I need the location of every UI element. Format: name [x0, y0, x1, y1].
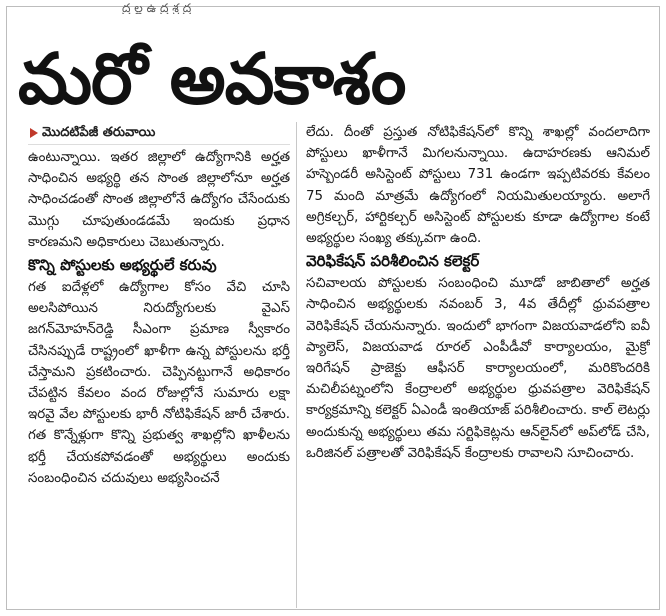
left-paragraph-1: ఉంటున్నాయి. ఇతర జిల్లాలో ఉద్యోగానికి అర్హత సాధించిన అభ్యర్థి తన సొంత జిల్లాలోనూ అర్హత సాధించడంతో సొంత జిల్లాలోనే ఉద్యోగం చేసేందుకు మొగ్గు చూపుతుండడమే ఇందుకు ప్రధాన కారణమని అధికారులు చెబుతున్నారు.	[28, 150, 290, 250]
left-subheading: కొన్ని పోస్టులకు అభ్యర్థులే కరువు	[28, 256, 217, 275]
right-column	[306, 122, 650, 608]
headline: మరో అవకాశం	[18, 38, 406, 120]
right-paragraph-1: లేదు. దీంతో ప్రస్తుత నోటిఫికేషన్‌లో కొన్ని శాఖల్లో వందలాదిగా పోస్టులు ఖాళీగానే మిగలనున్నాయి. ఉదాహరణకు ఆనిమల్‌ హస్బెండరీ అసిస్టెంట్‌ పోస్టులు 731 ఉండగా ఇప్పటివరకు కేవలం 75 మంది మాత్రమే ఉద్యోగంలో నియమితులయ్యారు. అలాగే అగ్రికల్చర్‌, హార్టికల్చర్‌ అసిస్టెంట్‌ పోస్టులకు కూడా ఉద్యోగాల కంటే అభ్యర్థుల సంఖ్య తక్కువగా ఉంది.	[306, 125, 650, 247]
right-paragraph-2: సచివాలయ పోస్టులకు సంబంధించి మూడో జాబితాలో అర్హత సాధించిన అభ్యర్థులకు నవంబర్‌ 3, 4వ తేదీల్లో ధ్రువపత్రాల వెరిఫికేషన్‌ చేయనున్నారు. ఇందులో భాగంగా విజయవాడలోని ఐవీ ప్యాలెస్‌, విజయవాడ రూరల్‌ ఎంపీడీవో కార్యాలయం, మైక్రో ఇరిగేషన్‌ ప్రాజెక్టు ఆఫీసర్‌ కార్యాలయంలో, మరికొందరికి మచిలీపట్నంలోని కేంద్రాలలో అభ్యర్థుల ధ్రువపత్రాల వెరిఫికేషన్‌ కార్యక్రమాన్ని కలెక్టర్‌ ఏఎండీ ఇంతియాజ్‌ పరిశీలించారు. కాల్‌ లెటర్లు అందుకున్న అభ్యర్థులు తమ సర్టిఫికెట్లను ఆన్‌లైన్‌లో అప్‌లోడ్‌ చేసి, ఒరిజినల్‌ పత్రాలతో వెరిఫికేషన్‌ కేంద్రాలకు రావాలని సూచించారు.	[306, 276, 650, 461]
cut-off-previous-line: ద్ర ల్ల ఉ ద్ర శ్ర ద్ర	[122, 2, 192, 14]
right-subheading: వెరిఫికేషన్‌ పరిశీలించిన కలెక్టర్‌	[306, 252, 480, 271]
continued-from-front-page-label: మొదటిపేజీ తరువాయి	[28, 122, 290, 145]
left-column	[28, 122, 290, 608]
left-paragraph-2: గత ఐదేళ్లలో ఉద్యోగాల కోసం వేచి చూసి అలసిపోయిన నిరుద్యోగులకు వైఎస్‌ జగన్‌మోహన్‌రెడ్డి సీఎంగా ప్రమాణ స్వీకారం చేసినప్పుడే రాష్ట్రంలో ఖాళీగా ఉన్న పోస్టులను భర్తీ చేస్తామని ప్రకటించారు. చెప్పినట్టుగానే అధికారం చేపట్టిన కేవలం వంద రోజుల్లోనే సుమారు లక్షా ఇరవై వేల పోస్టులకు భారీ నోటిఫికేషన్‌ జారీ చేశారు. గత కొన్నేళ్లుగా కొన్ని ప్రభుత్వ శాఖల్లోని ఖాళీలను భర్తీ చేయకపోవడంతో అభ్యర్థులు అందుకు సంబంధించిన చదువులు అభ్యసించనే	[28, 280, 290, 486]
column-divider	[296, 122, 297, 608]
